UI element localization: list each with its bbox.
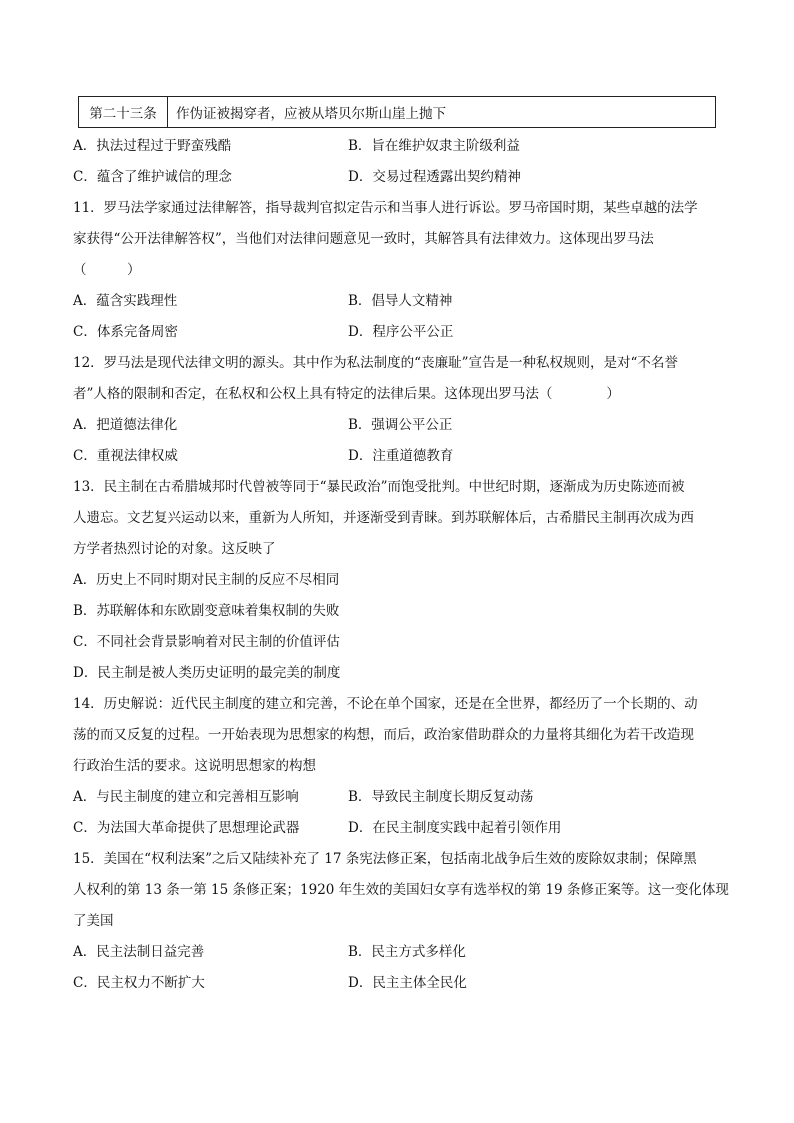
q10-option-d: D．交易过程透露出契约精神: [348, 169, 521, 185]
q10-option-a: A．执法过程过于野蛮残酷: [73, 138, 232, 154]
q10-option-b: B．旨在维护奴隶主阶级利益: [348, 138, 520, 154]
q11-stem-line-3: （ ）: [73, 262, 141, 278]
q12-option-a: A．把道德法律化: [73, 417, 178, 433]
q13-option-d: D．民主制是被人类历史证明的最完美的制度: [73, 665, 341, 681]
q15-stem-line-3: 了美国: [73, 913, 114, 929]
q12-option-c: C．重视法律权威: [73, 448, 178, 464]
q11-option-b: B．倡导人文精神: [348, 293, 453, 309]
q12-stem-line-2: 者”人格的限制和否定，在私权和公权上具有特定的法律后果。这体现出罗马法（ ）: [73, 386, 620, 402]
q15-option-c: C．民主权力不断扩大: [73, 975, 205, 991]
q13-stem-line-2: 人遗忘。文艺复兴运动以来，重新为人所知，并逐渐受到青睐。到苏联解体后，古希腊民主制再次成为西: [73, 510, 694, 526]
table-article-cell: 第二十三条: [79, 97, 168, 127]
table-content-cell: 作伪证被揭穿者，应被从塔贝尔斯山崖上抛下: [176, 106, 446, 122]
q14-option-d: D．在民主制度实践中起着引领作用: [348, 820, 562, 836]
q15-option-d: D．民主主体全民化: [348, 975, 467, 991]
q13-option-b: B．苏联解体和东欧剧变意味着集权制的失败: [73, 603, 340, 619]
q13-stem-line-3: 方学者热烈讨论的对象。这反映了: [73, 541, 276, 557]
q12-option-d: D．注重道德教育: [348, 448, 454, 464]
q15-option-b: B．民主方式多样化: [348, 944, 466, 960]
q14-option-c: C．为法国大革命提供了思想理论武器: [73, 820, 300, 836]
q11-option-a: A．蕴含实践理性: [73, 293, 178, 309]
q15-stem-line-2: 人权利的第 13 条一第 15 条修正案；1920 年生效的美国妇女享有选举权的第 19 条修正案等。这一变化体现: [73, 882, 729, 898]
q11-option-c: C．体系完备周密: [73, 324, 178, 340]
q13-stem-line-1: 13．民主制在古希腊城邦时代曾被等同于“暴民政治”而饱受批判。中世纪时期，逐渐成为历史陈迹而被: [73, 479, 685, 495]
q13-option-c: C．不同社会背景影响着对民主制的价值评估: [73, 634, 340, 650]
q14-stem-line-2: 荡的而又反复的过程。一开始表现为思想家的构想，而后，政治家借助群众的力量将其细化为若干改造现: [73, 727, 694, 743]
q14-stem-line-1: 14．历史解说：近代民主制度的建立和完善，不论在单个国家，还是在全世界，都经历了一个长期的、动: [73, 696, 698, 712]
q10-option-c: C．蕴含了维护诚信的理念: [73, 169, 232, 185]
q15-stem-line-1: 15．美国在“权利法案”之后又陆续补充了 17 条宪法修正案，包括南北战争后生效的废除奴隶制；保障黑: [73, 851, 697, 867]
q13-option-a: A．历史上不同时期对民主制的反应不尽相同: [73, 572, 340, 588]
q12-option-b: B．强调公平公正: [348, 417, 453, 433]
q12-stem-line-1: 12．罗马法是现代法律文明的源头。其中作为私法制度的“丧廉耻”宣告是一种私权规则，是对“不名誉: [73, 355, 678, 371]
q11-option-d: D．程序公平公正: [348, 324, 454, 340]
q14-stem-line-3: 行政治生活的要求。这说明思想家的构想: [73, 758, 316, 774]
q11-stem-line-2: 家获得“公开法律解答权”，当他们对法律问题意见一致时，其解答具有法律效力。这体现出罗马法: [73, 231, 654, 247]
q11-stem-line-1: 11．罗马法学家通过法律解答，指导裁判官拟定告示和当事人进行诉讼。罗马帝国时期，某些卓越的法学: [73, 200, 698, 216]
q14-option-b: B．导致民主制度长期反复动荡: [348, 789, 534, 805]
q14-option-a: A．与民主制度的建立和完善相互影响: [73, 789, 299, 805]
q15-option-a: A．民主法制日益完善: [73, 944, 205, 960]
law-table: [78, 96, 716, 128]
